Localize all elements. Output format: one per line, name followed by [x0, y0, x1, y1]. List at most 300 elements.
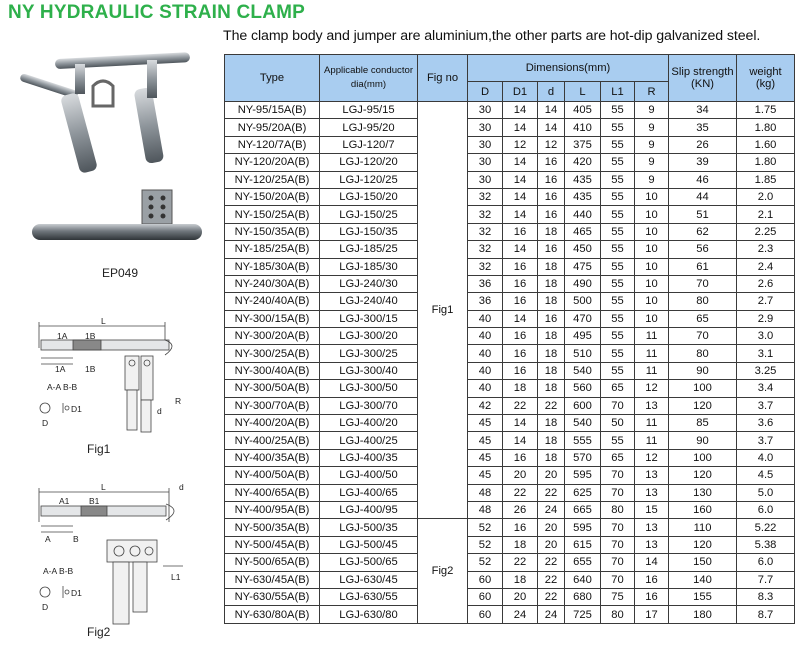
- cell-d1: 26: [503, 501, 538, 518]
- cell-l: 510: [565, 345, 601, 362]
- cell-d1: 22: [503, 397, 538, 414]
- cell-type: NY-300/50A(B): [225, 380, 320, 397]
- cell-d: 18: [538, 432, 565, 449]
- cell-d: 52: [468, 519, 503, 536]
- cell-d: 22: [538, 554, 565, 571]
- cell-weight: 5.22: [737, 519, 795, 536]
- cell-l1: 65: [601, 380, 635, 397]
- cell-d: 30: [468, 154, 503, 171]
- fig2-label-b1: B1: [89, 496, 100, 506]
- cell-l1: 75: [601, 588, 635, 605]
- fig1-caption: Fig1: [87, 442, 111, 456]
- cell-l: 405: [565, 102, 601, 119]
- cell-d: 16: [538, 206, 565, 223]
- table-row: [225, 484, 795, 501]
- cell-d: 60: [468, 571, 503, 588]
- fig2-label-d: d: [179, 482, 184, 492]
- product-illustrations: [0, 40, 222, 665]
- table-row: [225, 171, 795, 188]
- cell-d: 24: [538, 501, 565, 518]
- cell-d: 45: [468, 467, 503, 484]
- cell-d: 60: [468, 606, 503, 623]
- cell-slip: 90: [669, 362, 737, 379]
- fig2-drawing: [33, 482, 193, 632]
- cell-conductor: LGJ-240/30: [320, 275, 418, 292]
- cell-l: 640: [565, 571, 601, 588]
- cell-l1: 55: [601, 293, 635, 310]
- table-row: [225, 554, 795, 571]
- cell-conductor: LGJ-630/80: [320, 606, 418, 623]
- cell-weight: 3.0: [737, 328, 795, 345]
- table-row: [225, 102, 795, 119]
- cell-l: 625: [565, 484, 601, 501]
- cell-l: 665: [565, 501, 601, 518]
- cell-d1: 14: [503, 415, 538, 432]
- cell-l1: 55: [601, 223, 635, 240]
- cell-type: NY-400/35A(B): [225, 449, 320, 466]
- cell-d: 18: [538, 362, 565, 379]
- header-dim-l: L: [565, 82, 601, 102]
- cell-d: 16: [538, 154, 565, 171]
- header-slip-label: Slip strength: [671, 66, 734, 78]
- cell-d1: 16: [503, 293, 538, 310]
- cell-d: 32: [468, 241, 503, 258]
- cell-r: 11: [635, 328, 669, 345]
- cell-slip: 61: [669, 258, 737, 275]
- header-weight: [737, 55, 795, 102]
- cell-r: 11: [635, 362, 669, 379]
- cell-r: 13: [635, 467, 669, 484]
- cell-slip: 80: [669, 293, 737, 310]
- cell-l1: 55: [601, 432, 635, 449]
- cell-d1: 12: [503, 136, 538, 153]
- cell-d1: 16: [503, 449, 538, 466]
- cell-l: 540: [565, 362, 601, 379]
- cell-l: 595: [565, 519, 601, 536]
- cell-l: 655: [565, 554, 601, 571]
- cell-weight: 3.25: [737, 362, 795, 379]
- cell-d: 30: [468, 102, 503, 119]
- cell-d: 16: [538, 171, 565, 188]
- cell-slip: 39: [669, 154, 737, 171]
- cell-d: 14: [538, 119, 565, 136]
- cell-type: NY-500/35A(B): [225, 519, 320, 536]
- table-row: [225, 345, 795, 362]
- fig1-drawing: [33, 318, 183, 436]
- cell-l: 450: [565, 241, 601, 258]
- cell-slip: 62: [669, 223, 737, 240]
- cell-d: 40: [468, 380, 503, 397]
- cell-weight: 1.80: [737, 154, 795, 171]
- cell-d1: 16: [503, 328, 538, 345]
- cell-slip: 180: [669, 606, 737, 623]
- cell-conductor: LGJ-120/7: [320, 136, 418, 153]
- cell-d: 48: [468, 484, 503, 501]
- fig2-label-d1: D1: [71, 588, 82, 598]
- table-row: [225, 362, 795, 379]
- cell-d: 48: [468, 501, 503, 518]
- cell-l1: 55: [601, 345, 635, 362]
- cell-type: NY-95/20A(B): [225, 119, 320, 136]
- cell-conductor: LGJ-150/20: [320, 188, 418, 205]
- cell-type: NY-300/15A(B): [225, 310, 320, 327]
- cell-r: 10: [635, 188, 669, 205]
- cell-d1: 16: [503, 345, 538, 362]
- cell-l: 490: [565, 275, 601, 292]
- cell-d: 20: [538, 467, 565, 484]
- fig1-label-section: A-A B-B: [47, 382, 78, 392]
- cell-l: 570: [565, 449, 601, 466]
- cell-slip: 90: [669, 432, 737, 449]
- cell-weight: 2.0: [737, 188, 795, 205]
- cell-slip: 46: [669, 171, 737, 188]
- cell-d: 30: [468, 119, 503, 136]
- cell-l1: 55: [601, 171, 635, 188]
- cell-l1: 55: [601, 275, 635, 292]
- cell-slip: 80: [669, 345, 737, 362]
- cell-r: 9: [635, 102, 669, 119]
- cell-weight: 2.1: [737, 206, 795, 223]
- cell-conductor: LGJ-500/45: [320, 536, 418, 553]
- cell-l1: 55: [601, 154, 635, 171]
- header-conductor-unit: dia(mm): [350, 79, 387, 90]
- cell-d: 20: [538, 536, 565, 553]
- cell-l1: 70: [601, 536, 635, 553]
- cell-r: 13: [635, 536, 669, 553]
- table-row: [225, 241, 795, 258]
- cell-type: NY-400/65A(B): [225, 484, 320, 501]
- cell-type: NY-300/40A(B): [225, 362, 320, 379]
- cell-d: 12: [538, 136, 565, 153]
- cell-conductor: LGJ-400/65: [320, 484, 418, 501]
- cell-slip: 26: [669, 136, 737, 153]
- cell-r: 12: [635, 449, 669, 466]
- cell-slip: 44: [669, 188, 737, 205]
- cell-weight: 1.80: [737, 119, 795, 136]
- cell-l1: 70: [601, 571, 635, 588]
- cell-d: 20: [538, 519, 565, 536]
- table-row: [225, 571, 795, 588]
- cell-d: 32: [468, 206, 503, 223]
- cell-slip: 120: [669, 397, 737, 414]
- cell-l1: 55: [601, 188, 635, 205]
- cell-l: 595: [565, 467, 601, 484]
- cell-type: NY-120/25A(B): [225, 171, 320, 188]
- header-fig: Fig no: [418, 55, 468, 102]
- clamp-photo-1: [15, 48, 195, 178]
- page-title: NY HYDRAULIC STRAIN CLAMP: [8, 2, 306, 23]
- table-row: [225, 119, 795, 136]
- cell-d1: 16: [503, 223, 538, 240]
- fig2-label-a: A: [45, 534, 51, 544]
- cell-weight: 1.75: [737, 102, 795, 119]
- cell-fig1: Fig1: [418, 102, 468, 519]
- cell-l1: 55: [601, 119, 635, 136]
- cell-d: 32: [468, 258, 503, 275]
- cell-r: 10: [635, 223, 669, 240]
- cell-slip: 35: [669, 119, 737, 136]
- cell-slip: 100: [669, 449, 737, 466]
- cell-conductor: LGJ-95/20: [320, 119, 418, 136]
- cell-d1: 14: [503, 188, 538, 205]
- cell-slip: 120: [669, 467, 737, 484]
- cell-r: 10: [635, 293, 669, 310]
- cell-l: 680: [565, 588, 601, 605]
- cell-weight: 4.0: [737, 449, 795, 466]
- cell-slip: 56: [669, 241, 737, 258]
- cell-weight: 8.3: [737, 588, 795, 605]
- cell-l1: 55: [601, 241, 635, 258]
- cell-d: 18: [538, 293, 565, 310]
- cell-r: 11: [635, 432, 669, 449]
- cell-conductor: LGJ-300/70: [320, 397, 418, 414]
- cell-d1: 14: [503, 310, 538, 327]
- cell-conductor: LGJ-95/15: [320, 102, 418, 119]
- cell-l: 495: [565, 328, 601, 345]
- cell-r: 10: [635, 310, 669, 327]
- cell-conductor: LGJ-300/25: [320, 345, 418, 362]
- cell-l: 600: [565, 397, 601, 414]
- cell-l1: 70: [601, 397, 635, 414]
- cell-d: 18: [538, 258, 565, 275]
- cell-d: 36: [468, 293, 503, 310]
- cell-l: 435: [565, 188, 601, 205]
- cell-d: 42: [468, 397, 503, 414]
- cell-d: 40: [468, 328, 503, 345]
- cell-l: 435: [565, 171, 601, 188]
- cell-r: 17: [635, 606, 669, 623]
- cell-slip: 130: [669, 484, 737, 501]
- header-dim-d-big: D: [468, 82, 503, 102]
- cell-weight: 5.38: [737, 536, 795, 553]
- cell-d: 18: [538, 415, 565, 432]
- cell-type: NY-95/15A(B): [225, 102, 320, 119]
- cell-r: 13: [635, 484, 669, 501]
- cell-conductor: LGJ-400/95: [320, 501, 418, 518]
- cell-conductor: LGJ-400/25: [320, 432, 418, 449]
- header-dim-d1: D1: [503, 82, 538, 102]
- cell-l1: 65: [601, 449, 635, 466]
- cell-slip: 51: [669, 206, 737, 223]
- cell-weight: 2.4: [737, 258, 795, 275]
- fig2-label-l1: L1: [171, 572, 181, 582]
- cell-d: 52: [468, 536, 503, 553]
- cell-d: 18: [538, 345, 565, 362]
- header-weight-unit: (kg): [755, 78, 776, 90]
- cell-d1: 20: [503, 588, 538, 605]
- cell-l: 375: [565, 136, 601, 153]
- header-conductor-label: Applicable conductor: [323, 65, 414, 76]
- table-row: [225, 606, 795, 623]
- cell-weight: 3.1: [737, 345, 795, 362]
- cell-l1: 50: [601, 415, 635, 432]
- cell-r: 10: [635, 275, 669, 292]
- header-conductor: [320, 55, 418, 102]
- cell-d1: 14: [503, 154, 538, 171]
- cell-d: 30: [468, 171, 503, 188]
- cell-d: 40: [468, 310, 503, 327]
- cell-conductor: LGJ-185/25: [320, 241, 418, 258]
- cell-d1: 14: [503, 432, 538, 449]
- cell-fig2: Fig2: [418, 519, 468, 623]
- cell-weight: 3.4: [737, 380, 795, 397]
- cell-d: 45: [468, 449, 503, 466]
- cell-slip: 110: [669, 519, 737, 536]
- cell-type: NY-240/40A(B): [225, 293, 320, 310]
- fig1-label-l: L: [101, 318, 106, 326]
- cell-l: 500: [565, 293, 601, 310]
- cell-d1: 18: [503, 571, 538, 588]
- material-note: The clamp body and jumper are aluminium,the other parts are hot-dip galvanized steel.: [223, 28, 761, 44]
- table-row: [225, 467, 795, 484]
- cell-d1: 14: [503, 119, 538, 136]
- cell-type: NY-400/20A(B): [225, 415, 320, 432]
- cell-d: 22: [538, 397, 565, 414]
- cell-conductor: LGJ-300/50: [320, 380, 418, 397]
- cell-d: 40: [468, 345, 503, 362]
- cell-d: 16: [538, 310, 565, 327]
- cell-weight: 2.7: [737, 293, 795, 310]
- photo-code: EP049: [102, 266, 139, 280]
- cell-l1: 55: [601, 310, 635, 327]
- cell-r: 9: [635, 136, 669, 153]
- table-row: [225, 519, 795, 536]
- cell-r: 10: [635, 241, 669, 258]
- table-row: [225, 258, 795, 275]
- cell-type: NY-630/55A(B): [225, 588, 320, 605]
- fig2-label-d-big: D: [42, 602, 49, 612]
- table-row: [225, 154, 795, 171]
- table-row: [225, 275, 795, 292]
- header-dim-r: R: [635, 82, 669, 102]
- cell-l: 555: [565, 432, 601, 449]
- cell-d1: 14: [503, 171, 538, 188]
- cell-l1: 55: [601, 206, 635, 223]
- cell-conductor: LGJ-120/25: [320, 171, 418, 188]
- cell-l: 470: [565, 310, 601, 327]
- cell-l1: 80: [601, 606, 635, 623]
- table-row: [225, 293, 795, 310]
- cell-l1: 55: [601, 136, 635, 153]
- cell-l: 725: [565, 606, 601, 623]
- cell-conductor: LGJ-630/55: [320, 588, 418, 605]
- cell-d: 16: [538, 188, 565, 205]
- cell-weight: 8.7: [737, 606, 795, 623]
- cell-r: 14: [635, 554, 669, 571]
- table-row: [225, 536, 795, 553]
- cell-l1: 70: [601, 519, 635, 536]
- cell-conductor: LGJ-150/25: [320, 206, 418, 223]
- cell-weight: 6.0: [737, 501, 795, 518]
- cell-type: NY-500/45A(B): [225, 536, 320, 553]
- fig2-label-a1: A1: [59, 496, 70, 506]
- cell-d: 60: [468, 588, 503, 605]
- cell-slip: 155: [669, 588, 737, 605]
- table-row: [225, 432, 795, 449]
- cell-d1: 22: [503, 484, 538, 501]
- cell-weight: 6.0: [737, 554, 795, 571]
- spec-table-body: [225, 102, 795, 624]
- fig1-label-1b: 1B: [85, 331, 96, 341]
- cell-d: 24: [538, 606, 565, 623]
- header-type: Type: [225, 55, 320, 102]
- cell-conductor: LGJ-500/35: [320, 519, 418, 536]
- table-row: [225, 449, 795, 466]
- cell-d: 52: [468, 554, 503, 571]
- cell-l: 420: [565, 154, 601, 171]
- fig1-label-d-big: D: [42, 418, 49, 428]
- cell-type: NY-240/30A(B): [225, 275, 320, 292]
- cell-weight: 1.60: [737, 136, 795, 153]
- cell-weight: 4.5: [737, 467, 795, 484]
- cell-d: 32: [468, 223, 503, 240]
- cell-r: 12: [635, 380, 669, 397]
- cell-r: 9: [635, 154, 669, 171]
- header-slip: [669, 55, 737, 102]
- cell-d: 22: [538, 571, 565, 588]
- cell-d: 18: [538, 328, 565, 345]
- cell-r: 13: [635, 519, 669, 536]
- table-row: [225, 136, 795, 153]
- cell-l1: 55: [601, 362, 635, 379]
- cell-slip: 34: [669, 102, 737, 119]
- cell-weight: 7.7: [737, 571, 795, 588]
- table-row: [225, 501, 795, 518]
- cell-weight: 3.6: [737, 415, 795, 432]
- cell-r: 9: [635, 171, 669, 188]
- header-dimensions: Dimensions(mm): [468, 55, 669, 82]
- cell-l: 560: [565, 380, 601, 397]
- cell-r: 9: [635, 119, 669, 136]
- cell-r: 10: [635, 206, 669, 223]
- cell-r: 10: [635, 258, 669, 275]
- table-row: [225, 588, 795, 605]
- clamp-photo-2: [30, 188, 205, 258]
- cell-slip: 150: [669, 554, 737, 571]
- fig1-label-1a-lower: 1A: [55, 364, 66, 374]
- cell-d: 45: [468, 415, 503, 432]
- fig1-label-r: R: [175, 396, 182, 406]
- cell-conductor: LGJ-300/20: [320, 328, 418, 345]
- cell-r: 16: [635, 571, 669, 588]
- cell-l1: 55: [601, 328, 635, 345]
- cell-conductor: LGJ-120/20: [320, 154, 418, 171]
- cell-r: 15: [635, 501, 669, 518]
- cell-type: NY-185/25A(B): [225, 241, 320, 258]
- cell-d1: 18: [503, 536, 538, 553]
- fig2-label-b: B: [73, 534, 79, 544]
- table-row: [225, 310, 795, 327]
- fig1-label-d: d: [157, 406, 162, 416]
- cell-weight: 3.7: [737, 397, 795, 414]
- fig1-label-1a: 1A: [57, 331, 68, 341]
- fig2-caption: Fig2: [87, 625, 111, 639]
- cell-slip: 160: [669, 501, 737, 518]
- cell-conductor: LGJ-300/15: [320, 310, 418, 327]
- cell-type: NY-630/45A(B): [225, 571, 320, 588]
- cell-d: 32: [468, 188, 503, 205]
- cell-d: 36: [468, 275, 503, 292]
- cell-l: 475: [565, 258, 601, 275]
- cell-l1: 55: [601, 258, 635, 275]
- cell-r: 16: [635, 588, 669, 605]
- fig2-label-l: L: [101, 482, 106, 492]
- cell-type: NY-300/20A(B): [225, 328, 320, 345]
- cell-weight: 2.25: [737, 223, 795, 240]
- cell-weight: 2.6: [737, 275, 795, 292]
- cell-d: 18: [538, 275, 565, 292]
- cell-l: 410: [565, 119, 601, 136]
